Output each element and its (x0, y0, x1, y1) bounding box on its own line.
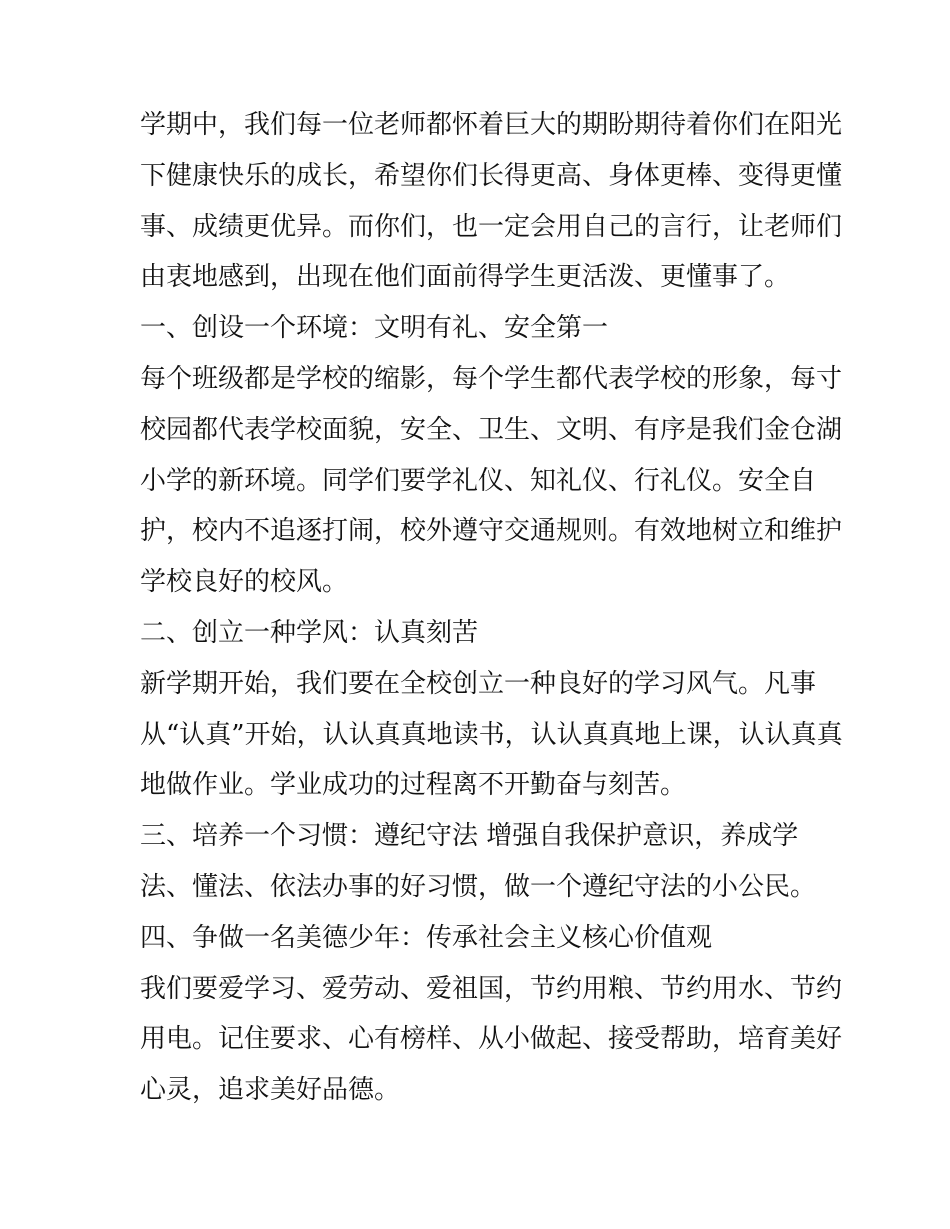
paragraph-line: 每个班级都是学校的缩影，每个学生都代表学校的形象，每寸 (140, 363, 843, 394)
paragraph-line: 校园都代表学校面貌，安全、卫生、文明、有序是我们金仓湖 (140, 414, 843, 445)
paragraph-line: 学校良好的校风。 (140, 567, 349, 598)
section-heading: 一、创设一个环境：文明有礼、安全第一 (140, 313, 609, 344)
paragraph-line: 我们要爱学习、爱劳动、爱祖国，节约用粮、节约用水、节约 (140, 973, 843, 1004)
paragraph-line: 从“认真”开始，认认真真地读书，认认真真地上课，认认真真 (140, 719, 843, 750)
paragraph-line: 用电。记住要求、心有榜样、从小做起、接受帮助，培育美好 (140, 1024, 843, 1055)
section-heading: 四、争做一名美德少年：传承社会主义核心价值观 (140, 922, 713, 953)
paragraph-line: 新学期开始，我们要在全校创立一种良好的学习风气。凡事 (140, 668, 817, 699)
section-heading: 二、创立一种学风：认真刻苦 (140, 617, 479, 648)
paragraph-line: 由衷地感到，出现在他们面前得学生更活泼、更懂事了。 (140, 262, 791, 293)
paragraph-line: 事、成绩更优异。而你们，也一定会用自己的言行，让老师们 (140, 211, 843, 242)
paragraph-line: 法、懂法、依法办事的好习惯，做一个遵纪守法的小公民。 (140, 871, 817, 902)
paragraph-line: 心灵，追求美好品德。 (140, 1075, 401, 1106)
paragraph-line: 学期中，我们每一位老师都怀着巨大的期盼期待着你们在阳光 (140, 110, 843, 140)
paragraph-line: 护，校内不追逐打闹，校外遵守交通规则。有效地树立和维护 (140, 516, 843, 547)
paragraph-line: 下健康快乐的成长，希望你们长得更高、身体更棒、变得更懂 (140, 160, 843, 191)
paragraph-line: 小学的新环境。同学们要学礼仪、知礼仪、行礼仪。安全自 (140, 465, 817, 496)
section-heading: 三、培养一个习惯：遵纪守法 增强自我保护意识，养成学 (140, 821, 799, 852)
document-body (140, 100, 843, 1116)
paragraph-line: 地做作业。学业成功的过程离不开勤奋与刻苦。 (140, 770, 687, 801)
